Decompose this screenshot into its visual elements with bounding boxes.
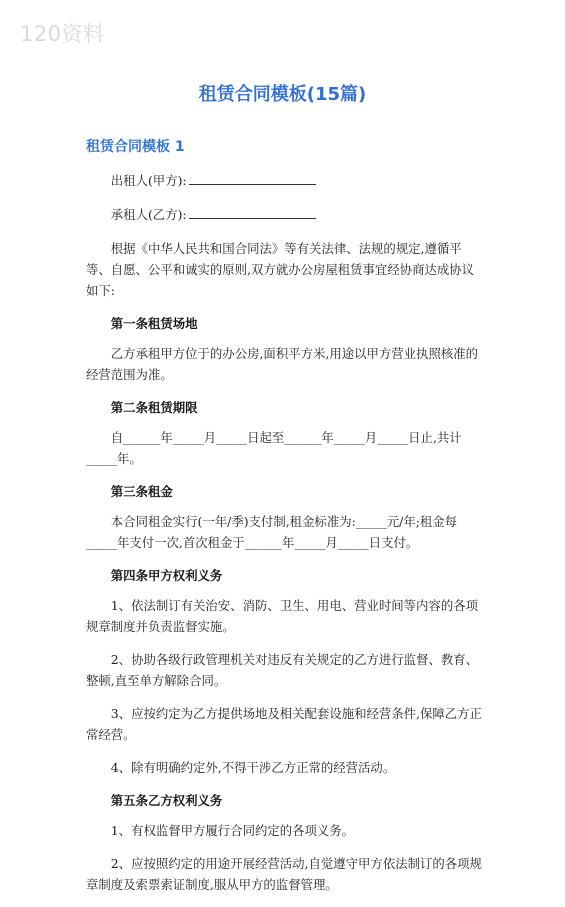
article-4-item-1: 1、依法制订有关治安、消防、卫生、用电、营业时间等内容的各项规章制度并负责监督实施。 — [86, 598, 479, 634]
article-4-item-4: 4、除有明确约定外,不得干涉乙方正常的经营活动。 — [110, 760, 396, 775]
contract-body — [86, 170, 484, 907]
lessee-blank — [189, 205, 316, 219]
article-1-paragraph: 乙方承租甲方位于的办公房,面积平方米,用途以甲方营业执照核准的经营范围为准。 — [86, 346, 479, 382]
article-4-item-2: 2、协助各级行政管理机关对违反有关规定的乙方进行监督、教育、整顿,直至单方解除合同。 — [86, 652, 479, 688]
lessor-line — [86, 170, 484, 191]
article-5-heading: 第五条乙方权利义务 — [110, 793, 223, 808]
article-2-paragraph: 自______年_____月_____日起至______年_____月_____日止,共计_____年。 — [86, 430, 462, 466]
article-4-item-3: 3、应按约定为乙方提供场地及相关配套设施和经营条件,保障乙方正常经营。 — [86, 706, 482, 742]
watermark-logo: 120资料 — [20, 22, 105, 46]
lessor-label: 出租人(甲方): — [110, 173, 187, 188]
article-2-heading: 第二条租赁期限 — [110, 400, 198, 415]
article-3-heading: 第三条租金 — [110, 484, 173, 499]
article-4-heading: 第四条甲方权利义务 — [110, 568, 223, 583]
section-title: 租赁合同模板 1 — [86, 139, 185, 155]
lessor-blank — [189, 171, 316, 185]
document-title: 租赁合同模板(15篇) — [198, 84, 367, 105]
article-5-item-1: 1、有权监督甲方履行合同约定的各项义务。 — [110, 823, 355, 838]
intro-paragraph: 根据《中华人民共和国合同法》等有关法律、法规的规定,遵循平等、自愿、公平和诚实的原则,双方就办公房屋租赁事宜经协商达成协议如下: — [86, 241, 475, 298]
lessee-line — [86, 204, 484, 225]
article-3-paragraph: 本合同租金实行(一年/季)支付制,租金标准为:_____元/年;租金每_____年支付一次,首次租金于______年_____月_____日支付。 — [86, 514, 458, 550]
lessee-label: 承租人(乙方): — [110, 207, 187, 222]
article-1-heading: 第一条租赁场地 — [110, 316, 198, 331]
article-5-item-2: 2、应按照约定的用途开展经营活动,自觉遵守甲方依法制订的各项规章制度及索票索证制度,服从甲方的监督管理。 — [86, 856, 482, 892]
